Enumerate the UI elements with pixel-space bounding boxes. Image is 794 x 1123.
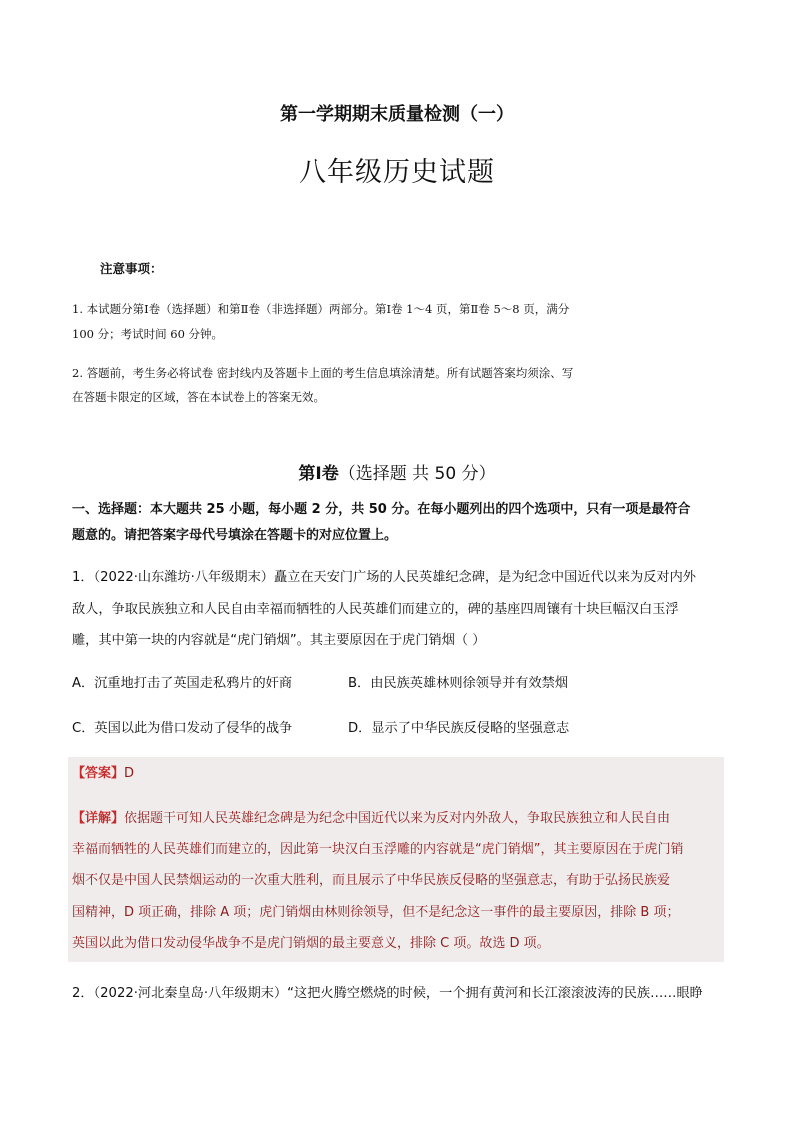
notice-item-1-line-2: 100 分；考试时间 60 分钟。 bbox=[72, 327, 224, 341]
detail-text-1: 依据题干可知人民英雄纪念碑是为纪念中国近代以来为反对内外敌人，争取民族独立和人民自由 bbox=[124, 811, 671, 826]
question-1-line-2: 敌人，争取民族独立和人民自由幸福而牺牲的人民英雄们而建立的，碑的基座四周镶有十块巨幅汉白玉浮 bbox=[72, 602, 679, 617]
detail-line-5: 英国以此为借口发动侵华战争不是虎门销烟的最主要意义，排除 C 项。故选 D 项。 bbox=[72, 936, 550, 951]
exam-subtitle: 第一学期期末质量检测（一） bbox=[280, 104, 514, 125]
question-1-line-3: 雕，其中第一块的内容就是“虎门销烟”。其主要原因在于虎门销烟（ ） bbox=[72, 633, 486, 648]
exam-title: 八年级历史试题 bbox=[299, 157, 495, 188]
answer-line bbox=[72, 760, 722, 788]
notice-item-2-line-1: 2. 答题前，考生务必将试卷 密封线内及答题卡上面的考生信息填涂清楚。所有试题答案均须涂、写 bbox=[72, 366, 574, 380]
detail-line-3: 烟不仅是中国人民禁烟运动的一次重大胜利，而且展示了中华民族反侵略的坚强意志，有助于弘扬民族爱 bbox=[72, 873, 671, 888]
question-1-option-a: A．沉重地打击了英国走私鸦片的奸商 bbox=[72, 676, 293, 691]
detail-line-2: 幸福而牺牲的人民英雄们而建立的，因此第一块汉白玉浮雕的内容就是“虎门销烟”，其主要原因在于虎门销 bbox=[72, 842, 684, 857]
detail-line-4: 国精神，D 项正确，排除 A 项；虎门销烟由林则徐领导，但不是纪念这一事件的最主要原因，排除 B 项； bbox=[72, 905, 680, 920]
notice-item-1-line-1: 1. 本试题分第Ⅰ卷（选择题）和第Ⅱ卷（非选择题）两部分。第Ⅰ卷 1～4 页，第Ⅱ卷 5～8 页，满分 bbox=[72, 302, 570, 316]
notice-item-2-line-2: 在答题卡限定的区域，答在本试卷上的答案无效。 bbox=[72, 390, 325, 404]
question-1-option-c: C．英国以此为借口发动了侵华的战争 bbox=[72, 721, 293, 736]
section-title-main: 第Ⅰ卷 bbox=[298, 464, 339, 484]
section-title bbox=[0, 460, 794, 488]
notice-heading: 注意事项： bbox=[100, 261, 163, 276]
section-instruction-line-1: 一、选择题：本大题共 25 小题，每小题 2 分，共 50 分。在每小题列出的四个选项中，只有一项是最符合 bbox=[72, 502, 691, 517]
answer-tag: 【答案】 bbox=[72, 766, 125, 781]
detail-tag: 【详解】 bbox=[72, 811, 125, 826]
question-2-line-1: 2．（2022·河北秦皇岛·八年级期末）“这把火腾空燃烧的时候，一个拥有黄河和长江滚滚波涛的民族……眼睁 bbox=[72, 986, 703, 1001]
detail-line-1 bbox=[72, 805, 722, 833]
answer-value: D bbox=[124, 766, 135, 781]
section-instruction-line-2: 题意的。请把答案字母代号填涂在答题卡的对应位置上。 bbox=[72, 528, 398, 543]
question-1-option-b: B．由民族英雄林则徐领导并有效禁烟 bbox=[348, 676, 569, 691]
question-1-option-d: D．显示了中华民族反侵略的坚强意志 bbox=[348, 721, 570, 736]
section-title-sub: （选择题 共 50 分） bbox=[338, 464, 496, 484]
question-1-line-1: 1．（2022·山东潍坊·八年级期末）矗立在天安门广场的人民英雄纪念碑，是为纪念中国近代以来为反对内外 bbox=[72, 570, 696, 585]
